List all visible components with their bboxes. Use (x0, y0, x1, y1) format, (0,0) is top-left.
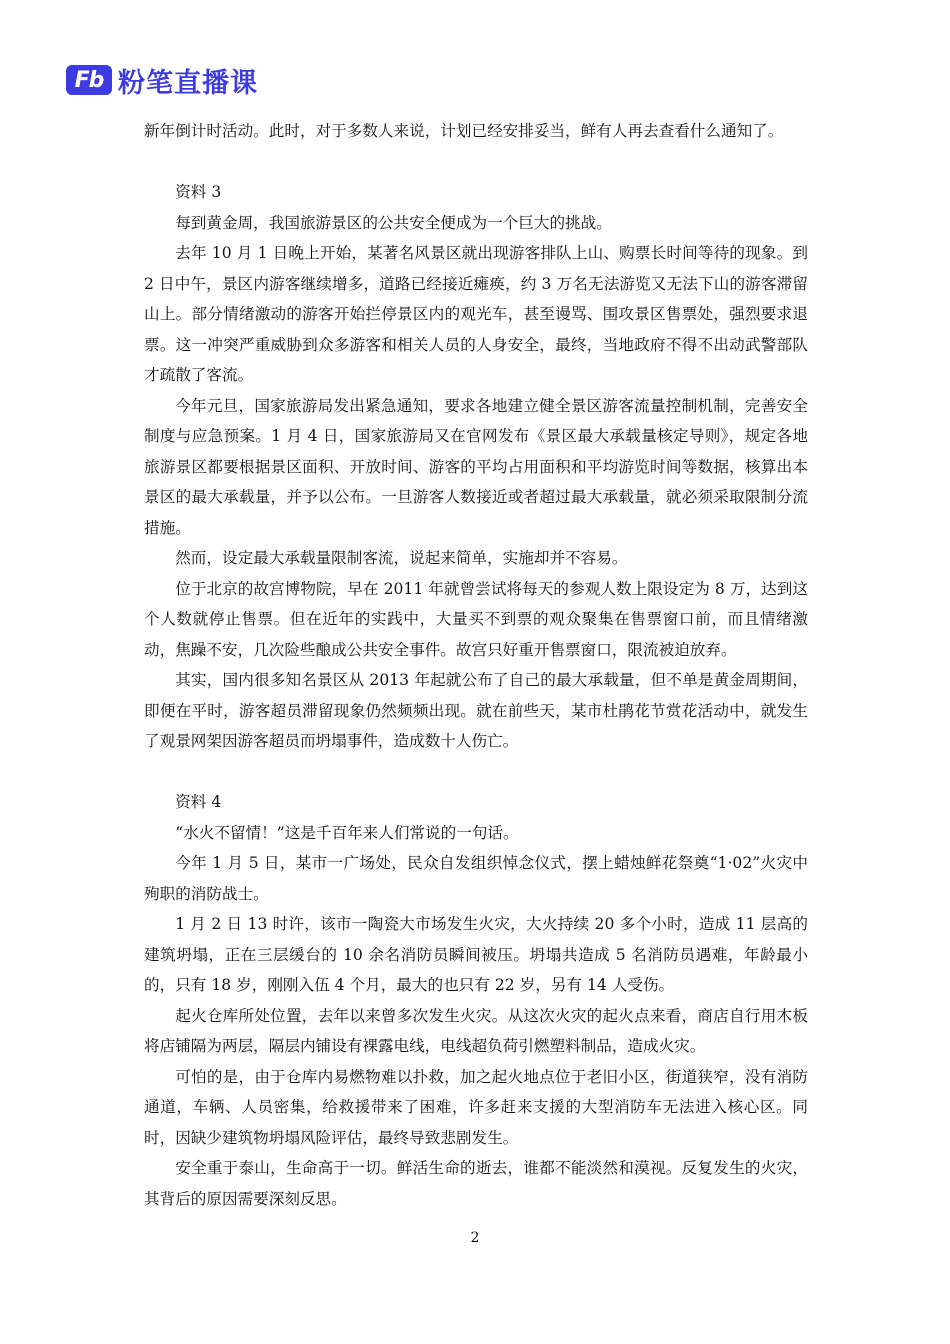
material-3-paragraph: 今年元旦，国家旅游局发出紧急通知，要求各地建立健全景区游客流量控制机制，完善安全制度与应急预案。1 月 4 日，国家旅游局又在官网发布《景区最大承载量核定导则》，规定各地旅游景区都要根据景区面积、开放时间、游客的平均占用面积和平均游览时间等数据，核算出本景区的最大承载量，并予以公布。一旦游客人数接近或者超过最大承载量，就必须采取限制分流措施。 (144, 396, 808, 537)
continued-paragraph: 新年倒计时活动。此时，对于多数人来说，计划已经安排妥当，鲜有人再去查看什么通知了。 (144, 122, 784, 140)
material-3-heading: 资料 3 (175, 183, 222, 201)
material-3-paragraph: 然而，设定最大承载量限制客流，说起来简单，实施却并不容易。 (175, 549, 628, 567)
material-3-paragraph: 位于北京的故宫博物院，早在 2011 年就曾尝试将每天的参观人数上限设定为 8 万，达到这个人数就停止售票。但在近年的实践中，大量买不到票的观众聚集在售票窗口前，而且情绪激动，焦躁不安，几次险些酿成公共安全事件。故宫只好重开售票窗口，限流被迫放弃。 (144, 579, 808, 659)
material-4-paragraph: 1 月 2 日 13 时许，该市一陶瓷大市场发生火灾，大火持续 20 多个小时，造成 11 层高的建筑坍塌，正在三层缓台的 10 余名消防员瞬间被压。坍塌共造成 5 名消防员遇难，年龄最小的，只有 18 岁，刚刚入伍 4 个月，最大的也只有 22 岁，另有 14 人受伤。 (144, 915, 808, 994)
material-4-paragraph: 今年 1 月 5 日，某市一广场处，民众自发组织悼念仪式，摆上蜡烛鲜花祭奠“1·02”火灾中殉职的消防战士。 (144, 854, 808, 903)
fb-logo-icon: Fb (66, 65, 112, 95)
material-4-heading: 资料 4 (175, 793, 222, 811)
brand-name: 粉笔直播课 (118, 67, 258, 99)
material-4-paragraph: 起火仓库所处位置，去年以来曾多次发生火灾。从这次火灾的起火点来看，商店自行用木板将店铺隔为两层，隔层内铺设有裸露电线，电线超负荷引燃塑料制品，造成火灾。 (144, 1006, 808, 1055)
brand-logo (66, 62, 258, 98)
material-4-paragraph: 安全重于泰山，生命高于一切。鲜活生命的逝去，谁都不能淡然和漠视。反复发生的火灾，其背后的原因需要深刻反思。 (144, 1159, 808, 1208)
material-3-paragraph: 其实，国内很多知名景区从 2013 年起就公布了自己的最大承载量，但不单是黄金周期间，即便在平时，游客超员滞留现象仍然频频出现。就在前些天，某市杜鹃花节赏花活动中，就发生了观景网架因游客超员而坍塌事件，造成数十人伤亡。 (144, 671, 808, 750)
material-4-paragraph: 可怕的是，由于仓库内易燃物难以扑救，加之起火地点位于老旧小区，街道狭窄，没有消防通道，车辆、人员密集，给救援带来了困难，许多赶来支援的大型消防车无法进入核心区。同时，因缺少建筑物坍塌风险评估，最终导致悲剧发生。 (144, 1067, 808, 1147)
material-4-paragraph: “水火不留情！”这是千百年来人们常说的一句话。 (175, 823, 519, 842)
document-body (144, 116, 808, 1214)
material-3-paragraph: 去年 10 月 1 日晚上开始，某著名风景区就出现游客排队上山、购票长时间等待的现象。到 2 日中午，景区内游客继续增多，道路已经接近瘫痪，约 3 万名无法游览又无法下山的游客滞留山上。部分情绪激动的游客开始拦停景区内的观光车，甚至谩骂、围攻景区售票处，强烈要求退票。这一冲突严重威胁到众多游客和相关人员的人身安全，最终，当地政府不得不出动武警部队才疏散了客流。 (144, 244, 808, 384)
material-3-paragraph: 每到黄金周，我国旅游景区的公共安全便成为一个巨大的挑战。 (175, 213, 612, 232)
page-number: 2 (470, 1230, 480, 1246)
